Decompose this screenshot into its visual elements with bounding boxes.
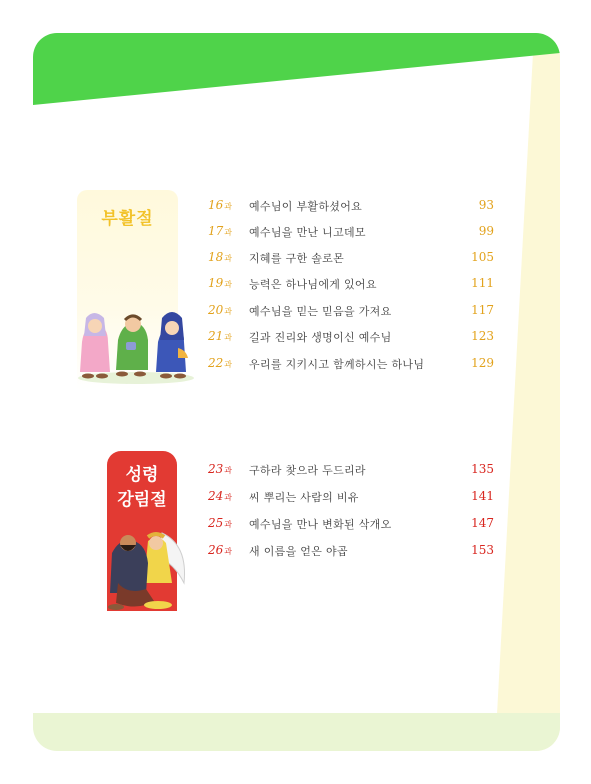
lesson-page: 135 xyxy=(471,462,494,476)
lesson-title: 예수님이 부활하셨어요 xyxy=(249,200,363,213)
lesson-number: 23과 xyxy=(208,462,233,476)
lesson-page: 153 xyxy=(471,543,494,557)
page-card xyxy=(33,33,560,751)
section-title-pentecost xyxy=(107,463,177,513)
lesson-page: 129 xyxy=(471,356,494,370)
lesson-title: 지혜를 구한 솔로몬 xyxy=(249,252,345,265)
toc-row[interactable] xyxy=(208,250,494,268)
lesson-title: 새 이름을 얻은 야곱 xyxy=(249,545,348,558)
lesson-page: 123 xyxy=(471,329,494,343)
lesson-title: 예수님을 만난 니고데모 xyxy=(249,226,366,239)
lesson-number: 21과 xyxy=(208,329,233,343)
lesson-number: 20과 xyxy=(208,303,233,317)
lesson-title: 예수님을 만나 변화된 삭개오 xyxy=(249,518,392,531)
footer-band xyxy=(33,713,560,751)
section-title-pentecost-line1: 성령 xyxy=(125,465,159,485)
toc-row[interactable] xyxy=(208,276,494,294)
lesson-title: 길과 진리와 생명이신 예수님 xyxy=(249,331,392,344)
toc-row[interactable] xyxy=(208,462,494,480)
lesson-page: 141 xyxy=(471,489,494,503)
jacob-wrestling-angel-illustration xyxy=(98,523,190,615)
lesson-title: 예수님을 믿는 믿음을 가져요 xyxy=(249,305,392,318)
section-title-easter: 부활절 xyxy=(101,209,154,229)
section-title-pentecost-line2: 강림절 xyxy=(117,490,167,510)
toc-row[interactable] xyxy=(208,224,494,242)
lesson-page: 105 xyxy=(471,250,494,264)
lesson-title: 능력은 하나님에게 있어요 xyxy=(249,278,377,291)
toc-row[interactable] xyxy=(208,329,494,347)
lesson-number: 19과 xyxy=(208,276,233,290)
lesson-page: 117 xyxy=(471,303,494,317)
lesson-page: 93 xyxy=(478,198,494,212)
lesson-number: 24과 xyxy=(208,489,233,503)
toc-row[interactable] xyxy=(208,303,494,321)
lesson-title: 우리를 지키시고 함께하시는 하나님 xyxy=(249,358,425,371)
three-figures-illustration xyxy=(74,306,199,388)
lesson-page: 99 xyxy=(478,224,494,238)
lesson-number: 16과 xyxy=(208,198,233,212)
toc-row[interactable] xyxy=(208,198,494,216)
toc-row[interactable] xyxy=(208,516,494,534)
lesson-page: 147 xyxy=(471,516,494,530)
lesson-number: 26과 xyxy=(208,543,233,557)
lesson-page: 111 xyxy=(471,276,494,290)
lesson-number: 18과 xyxy=(208,250,233,264)
lesson-number: 25과 xyxy=(208,516,233,530)
lesson-number: 17과 xyxy=(208,224,233,238)
toc-row[interactable] xyxy=(208,543,494,561)
toc-row[interactable] xyxy=(208,489,494,507)
lesson-title: 씨 뿌리는 사람의 비유 xyxy=(249,491,359,504)
right-decorative-strip xyxy=(33,33,560,751)
lesson-number: 22과 xyxy=(208,356,233,370)
header-green-band xyxy=(33,33,560,113)
toc-row[interactable] xyxy=(208,356,494,374)
lesson-title: 구하라 찾으라 두드리라 xyxy=(249,464,366,477)
